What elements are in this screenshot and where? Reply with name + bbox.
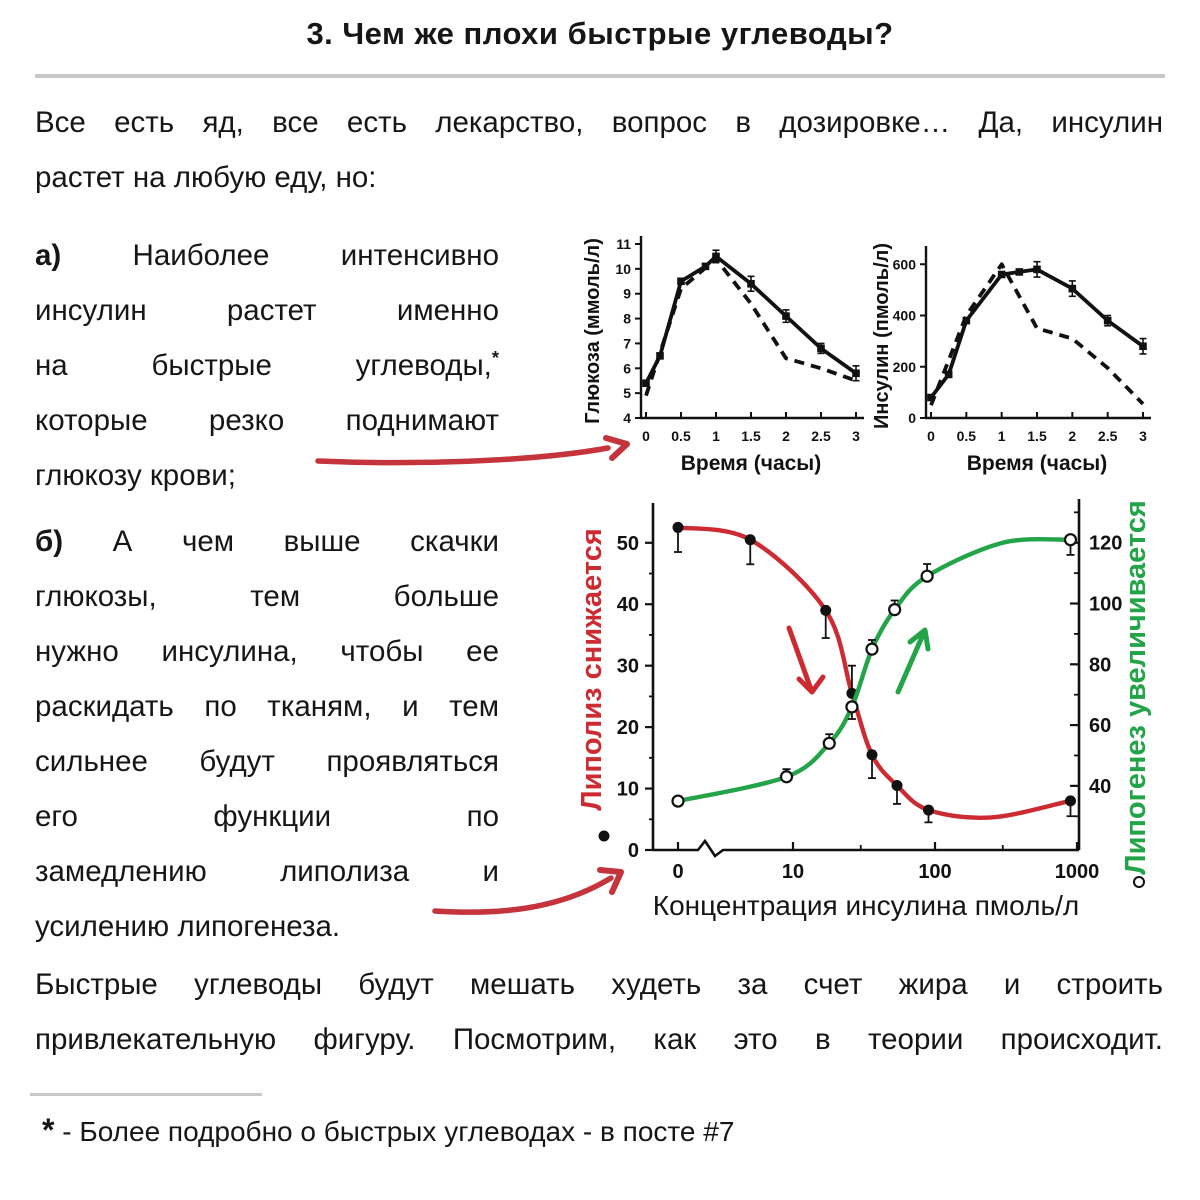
- page-title: 3. Чем же плохи быстрые углеводы?: [306, 16, 894, 51]
- filled-circle-marker: [820, 605, 831, 616]
- filled-circle-marker: [745, 534, 756, 545]
- series-solid: [931, 269, 1143, 397]
- y-tick-label: 7: [623, 335, 631, 352]
- open-circle-marker: [1065, 534, 1076, 545]
- x-tick-label: 1000: [1054, 861, 1100, 883]
- right-axis-title: Липогенез увеличивается: [1120, 500, 1152, 875]
- insulin-time-chart: [872, 226, 1172, 488]
- text-line: на быстрые углеводы,*: [35, 347, 499, 382]
- filled-circle-marker: [891, 780, 902, 791]
- x-tick-label: 3: [1139, 428, 1147, 444]
- y-tick-label: 9: [623, 285, 631, 302]
- footnote: [42, 1108, 734, 1154]
- x-tick-label: 0.5: [956, 428, 977, 444]
- text-line: Все есть яд, все есть лекарство, вопрос в дозировке… Да, инсулин: [35, 106, 1163, 139]
- y-tick-label: 400: [892, 307, 916, 324]
- text-line: его функции по: [35, 800, 499, 833]
- right-tick-label: 40: [1089, 775, 1112, 798]
- filled-circle-marker: [866, 749, 877, 760]
- lipolysis-legend-marker: [599, 831, 610, 842]
- x-tick-label: 0: [672, 861, 684, 883]
- text-line: которые резко поднимают: [35, 404, 499, 437]
- x-axis-label: Время (часы): [680, 452, 822, 475]
- y-tick-label: 5: [623, 385, 631, 402]
- data-marker: [642, 379, 650, 387]
- data-marker: [782, 312, 790, 320]
- data-marker: [1033, 266, 1041, 274]
- text-line: Быстрые углеводы будут мешать худеть за счет жира и строить: [35, 968, 1163, 1001]
- open-circle-marker: [781, 771, 792, 782]
- left-tick-label: 40: [616, 594, 639, 617]
- annotation-arrow-to-dose-chart: [418, 853, 638, 919]
- y-tick-label: 6: [623, 360, 631, 377]
- y-tick-label: 4: [623, 410, 631, 426]
- data-marker: [1104, 317, 1112, 325]
- y-tick-label: 600: [892, 256, 916, 273]
- x-tick-label: 100: [918, 861, 952, 883]
- text-line: глюкозы, тем больше: [35, 580, 499, 613]
- y-tick-label: 8: [623, 310, 631, 327]
- right-tick-label: 100: [1089, 593, 1123, 616]
- annotation-arrow-to-glucose-chart: [300, 425, 645, 487]
- text-line: растет на любую еду, но:: [35, 161, 377, 194]
- x-tick-label: 1: [997, 428, 1006, 444]
- footnote-marker: *: [42, 1112, 55, 1148]
- x-axis-label: Время (часы): [966, 452, 1108, 475]
- series-lipolysis: [678, 527, 1071, 817]
- x-tick-label: 2: [1068, 428, 1077, 444]
- title-divider: [35, 74, 1165, 78]
- x-axis-label: Концентрация инсулина пмоль/л: [652, 890, 1080, 921]
- left-tick-label: 50: [616, 532, 639, 555]
- y-axis-label: Инсулин (пмоль/л): [871, 243, 893, 429]
- text-line: а) Наиболее интенсивно: [35, 239, 499, 272]
- text-line: сильнее будут проявляться: [35, 745, 499, 778]
- arrow-shaft: [318, 448, 608, 463]
- data-marker: [747, 280, 755, 288]
- text-line: глюкозу крови;: [35, 459, 236, 492]
- open-circle-marker: [889, 604, 900, 615]
- x-tick-label: 1.5: [741, 428, 761, 444]
- left-tick-label: 30: [616, 655, 639, 678]
- filled-circle-marker: [673, 522, 684, 533]
- data-marker: [1139, 342, 1147, 350]
- footnote-divider: [30, 1093, 262, 1096]
- y-tick-label: 0: [908, 410, 916, 426]
- text-line: инсулин растет именно: [35, 294, 499, 327]
- arrow-shaft: [435, 878, 611, 912]
- text-line: раскидать по тканям, и тем: [35, 690, 499, 723]
- conclusion-paragraph: [35, 957, 1163, 1067]
- x-tick-label: 2.5: [811, 428, 831, 444]
- data-marker: [1069, 285, 1077, 293]
- open-circle-marker: [824, 738, 835, 749]
- x-tick-label: 1: [712, 428, 720, 444]
- data-marker: [677, 277, 685, 285]
- y-tick-label: 10: [615, 260, 631, 277]
- open-circle-marker: [673, 796, 684, 807]
- x-tick-label: 0.5: [671, 428, 691, 444]
- lipogenesis-up-arrow: [898, 630, 928, 692]
- text-line: б) А чем выше скачки: [35, 525, 499, 558]
- text-line: нужно инсулина, чтобы ее: [35, 635, 499, 668]
- y-tick-label: 11: [616, 236, 631, 252]
- x-axis-with-break: [653, 841, 1079, 856]
- data-marker: [998, 271, 1006, 279]
- lipogenesis-legend-marker: [1134, 877, 1144, 887]
- lipolysis-down-arrow: [789, 628, 823, 692]
- filled-circle-marker: [1065, 795, 1076, 806]
- open-circle-marker: [922, 571, 933, 582]
- x-tick-label: 2.5: [1097, 428, 1118, 444]
- x-tick-label: 1.5: [1027, 428, 1047, 444]
- right-tick-label: 60: [1089, 715, 1112, 738]
- x-tick-label: 10: [781, 861, 805, 883]
- left-axis-title: Липолиз снижается: [576, 528, 608, 811]
- lipolysis-lipogenesis-chart: [576, 495, 1185, 935]
- series-solid: [646, 256, 856, 383]
- open-circle-marker: [846, 701, 857, 712]
- footnote-text: - Более подробно о быстрых углеводах - в посте #7: [54, 1116, 735, 1147]
- intro-paragraph: [35, 95, 1163, 205]
- text-line: замедлению липолиза и: [35, 855, 499, 888]
- x-tick-label: 2: [782, 428, 790, 444]
- text-line: усилению липогенеза.: [35, 910, 341, 943]
- open-circle-marker: [866, 644, 877, 655]
- y-tick-label: 200: [892, 358, 916, 375]
- x-tick-label: 3: [852, 428, 860, 444]
- text-line: привлекательную фигуру. Посмотрим, как это в теории происходит.: [35, 1023, 1163, 1056]
- right-tick-label: 80: [1089, 654, 1112, 677]
- filled-circle-marker: [923, 805, 934, 816]
- data-marker: [852, 369, 860, 377]
- left-tick-label: 20: [616, 717, 639, 740]
- y-axis-label: Глюкоза (ммоль/л): [582, 238, 604, 424]
- left-tick-label: 0: [627, 840, 639, 862]
- left-tick-label: 10: [616, 778, 639, 801]
- x-tick-label: 0: [927, 428, 935, 444]
- data-marker: [1016, 268, 1024, 276]
- right-tick-label: 120: [1089, 532, 1123, 555]
- data-marker: [817, 345, 825, 353]
- x-tick-label: 0: [642, 428, 650, 444]
